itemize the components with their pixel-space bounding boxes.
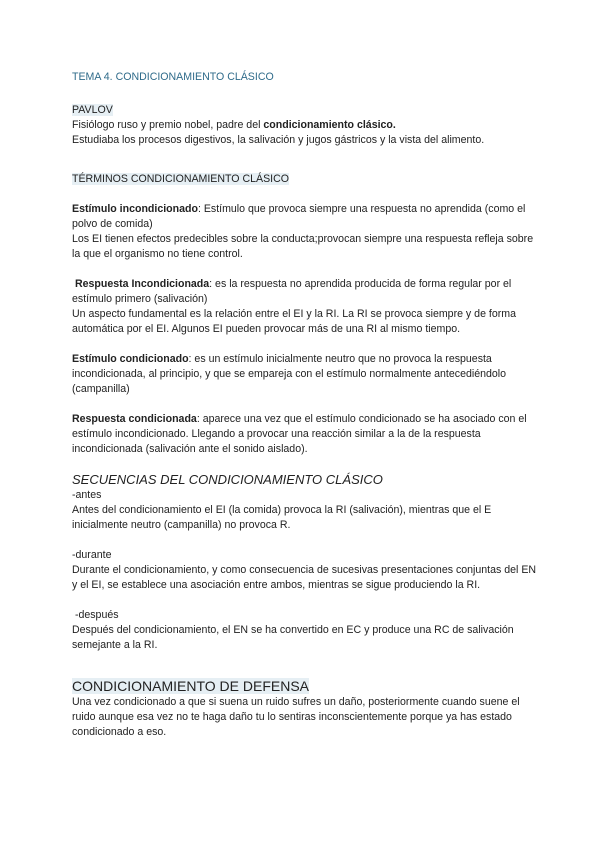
sequence-after-text: Después del condicionamiento, el EN se ha convertido en EC y produce una RC de salivación semejante a la RI.	[72, 624, 514, 651]
pavlov-line-1	[72, 118, 542, 133]
term-ei-extra: Los EI tienen efectos predecibles sobre la conducta;provocan siempre una respuesta refleja sobre la que el organismo no tiene control.	[72, 233, 534, 260]
term-ec-def: : es un estímulo inicialmente neutro que no provoca la respuesta incondicionada, al principio, y que se empareja con el estímulo normalmente antecediéndolo (campanilla)	[72, 353, 507, 395]
term-ei	[72, 202, 542, 262]
sequence-before-label: -antes	[72, 489, 102, 501]
term-rc	[72, 412, 542, 457]
document-content	[72, 70, 542, 740]
defense-text: Una vez condicionado a que si suena un ruido sufres un daño, posteriormente cuando suene el ruido aunque esa vez no te haga daño tu lo sentiras inconscientemente porque ya has estado condicionado a eso.	[72, 696, 520, 738]
pavlov-section	[72, 103, 542, 148]
sequence-after-label: -después	[72, 609, 119, 621]
pavlov-line-1-text: Fisiólogo ruso y premio nobel, padre del	[72, 119, 264, 131]
term-ri-def: : es la respuesta no aprendida producida de forma regular por el estímulo primero (salivación)	[72, 278, 512, 305]
sequence-before-text: Antes del condicionamiento el EI (la comida) provoca la RI (salivación), mientras que el E inicialmente neutro (campanilla) no provoca R.	[72, 504, 492, 531]
terms-section	[72, 172, 542, 457]
term-ri	[72, 277, 542, 337]
sequences-heading: SECUENCIAS DEL CONDICIONAMIENTO CLÁSICO	[72, 472, 383, 487]
sequence-during-text: Durante el condicionamiento, y como consecuencia de sucesivas presentaciones conjuntas del EN y el EI, se establece una asociación entre ambos, mientras se sigue produciendo la RI.	[72, 564, 537, 591]
terms-heading: TÉRMINOS CONDICIONAMIENTO CLÁSICO	[72, 173, 289, 185]
term-ri-label: Respuesta Incondicionada	[74, 278, 210, 290]
pavlov-line-2: Estudiaba los procesos digestivos, la salivación y jugos gástricos y la vista del alimento.	[72, 134, 485, 146]
term-rc-def: : aparece una vez que el estímulo condicionado se ha asociado con el estímulo incondicionado. Llegando a provocar una reacción similar a la de la respuesta incondicionada (salivación ante el sonido aislado).	[72, 413, 527, 455]
term-rc-label: Respuesta condicionada	[72, 413, 197, 425]
pavlov-line-1-bold: condicionamiento clásico.	[263, 119, 396, 131]
pavlov-heading: PAVLOV	[72, 104, 113, 116]
term-ri-extra: Un aspecto fundamental es la relación entre el EI y la RI. La RI se provoca siempre y de forma automática por el EI. Algunos EI pueden provocar más de una RI al mismo tiempo.	[72, 308, 516, 335]
term-ei-def: : Estímulo que provoca siempre una respuesta no aprendida (como el polvo de comida)	[72, 203, 526, 230]
term-ec	[72, 352, 542, 397]
sequences-section	[72, 471, 542, 653]
defense-heading: CONDICIONAMIENTO DE DEFENSA	[72, 678, 309, 694]
sequence-during-label: -durante	[72, 549, 112, 561]
term-ec-label: Estímulo condicionado	[72, 353, 189, 365]
term-ei-label: Estímulo incondicionado	[72, 203, 198, 215]
defense-section	[72, 677, 542, 740]
page-title: TEMA 4. CONDICIONAMIENTO CLÁSICO	[72, 71, 274, 83]
